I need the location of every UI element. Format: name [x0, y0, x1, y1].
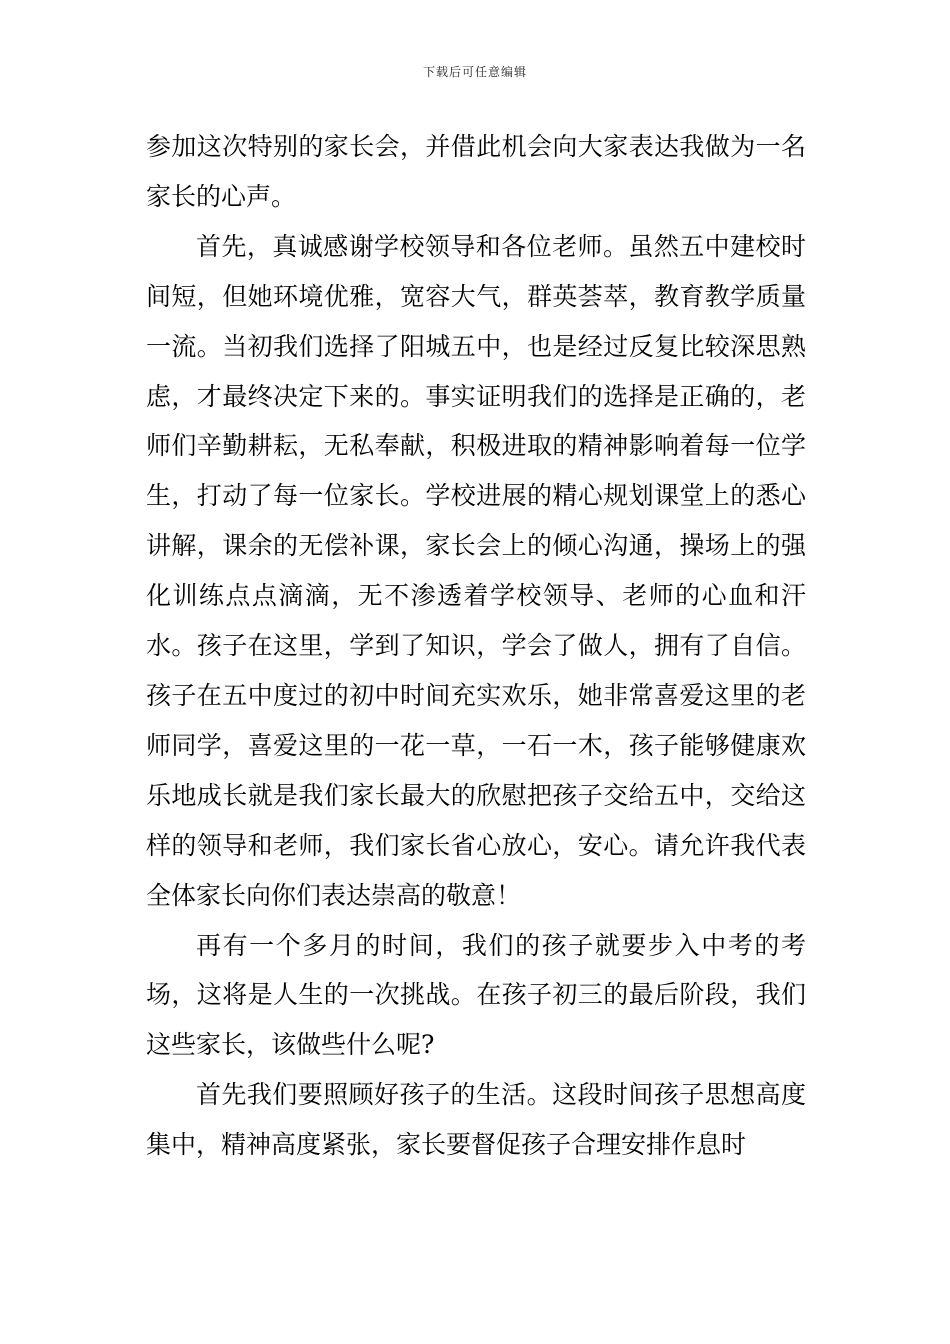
document-body [146, 122, 806, 1170]
paragraph: 首先我们要照顾好孩子的生活。这段时间孩子思想高度集中，精神高度紧张，家长要督促孩子合理安排作息时 [146, 1080, 806, 1160]
paragraph: 首先，真诚感谢学校领导和各位老师。虽然五中建校时间短，但她环境优雅，宽容大气，群英荟萃，教育教学质量一流。当初我们选择了阳城五中，也是经过反复比较深思熟虑，才最终决定下来的。事实证明我们的选择是正确的，老师们辛勤耕耘，无私奉献，积极进取的精神影响着每一位学生，打动了每一位家长。学校进展的精心规划课堂上的悉心讲解，课余的无偿补课，家长会上的倾心沟通，操场上的强化训练点点滴滴，无不渗透着学校领导、老师的心血和汗水。孩子在这里，学到了知识，学会了做人，拥有了自信。孩子在五中度过的初中时间充实欢乐，她非常喜爱这里的老师同学，喜爱这里的一花一草，一石一木，孩子能够健康欢乐地成长就是我们家长最大的欣慰把孩子交给五中，交给这样的领导和老师，我们家长省心放心，安心。请允许我代表全体家长向你们表达崇高的敬意！ [146, 231, 806, 910]
paragraph: 再有一个多月的时间，我们的孩子就要步入中考的考场，这将是人生的一次挑战。在孩子初三的最后阶段，我们这些家长，该做些什么呢? [146, 930, 806, 1060]
page-header: 下载后可任意编辑 [422, 65, 527, 79]
paragraph: 参加这次特别的家长会，并借此机会向大家表达我做为一名家长的心声。 [146, 132, 806, 211]
